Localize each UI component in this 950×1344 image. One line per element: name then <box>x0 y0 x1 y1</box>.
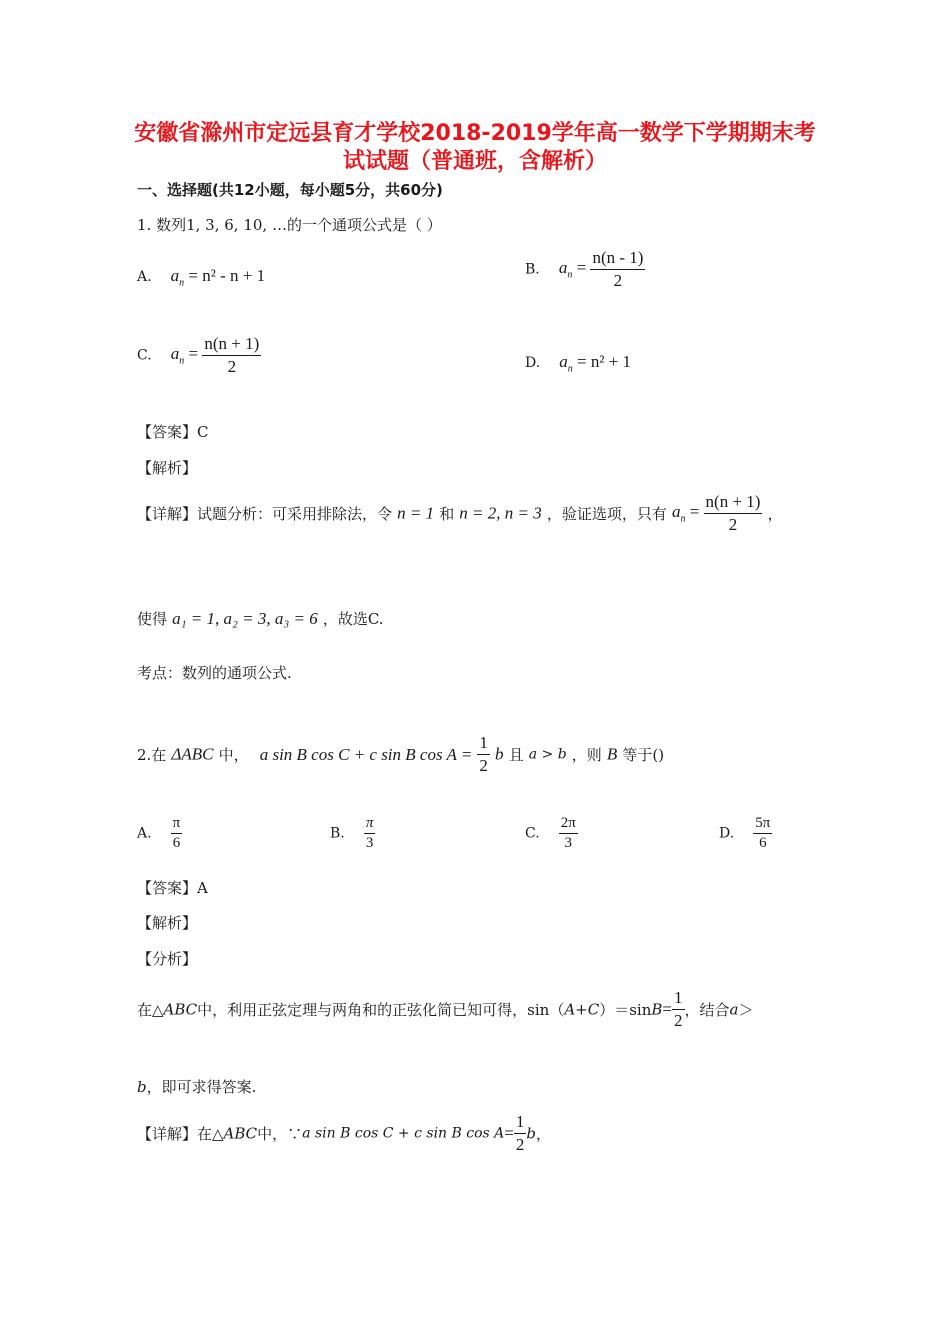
q2-option-d-fraction <box>753 815 772 852</box>
q2-option-a-label: A. <box>137 825 152 842</box>
q2-qie: 且 <box>508 746 524 764</box>
q1-detail-mid: ，验证选项，只有 <box>546 505 667 523</box>
q2-analysis: 【解析】 <box>137 914 198 932</box>
q1-make-end: ，故选C. <box>322 610 384 628</box>
q2-frac-den: 2 <box>479 756 488 775</box>
q1-option-d-rhs: n² + 1 <box>590 352 632 371</box>
q1-stem: 1. 数列1, 3, 6, 10, …的一个通项公式是（ ） <box>137 216 442 234</box>
q2-p1-b: 中，利用正弦定理与两角和的正弦化简已知可得，sin（ <box>197 1001 565 1019</box>
q1-option-b-den: 2 <box>613 271 623 290</box>
q1-detail-den: 2 <box>728 515 738 534</box>
q2-d-expr: a sin B cos C + c sin B cos A <box>302 1125 505 1142</box>
q2-option-d-num: 5π <box>753 815 772 834</box>
q1-option-a <box>137 266 265 288</box>
q1-analysis: 【解析】 <box>137 459 198 477</box>
q1-option-d <box>525 352 631 374</box>
q2-option-d-label: D. <box>719 825 735 842</box>
q2-detail <box>137 1112 551 1155</box>
q2-p1-B: B <box>651 1000 663 1019</box>
q2-p1-d: ，结合 <box>684 1001 730 1019</box>
q2-p1-eq: = <box>662 999 673 1019</box>
q1-option-d-label: D. <box>525 355 541 371</box>
q1-detail-prefix: 【详解】试题分析：可采用排除法，令 <box>137 505 393 523</box>
q2-d-den: 2 <box>515 1135 525 1154</box>
q1-option-b-fraction <box>590 248 645 291</box>
q2-d-num: 1 <box>514 1112 527 1134</box>
q2-ze: ，则 <box>571 746 602 764</box>
q1-detail-num: n(n + 1) <box>704 492 763 514</box>
q2-triangle: ΔABC <box>171 744 214 764</box>
q2-option-c-den: 3 <box>564 835 573 851</box>
q1-detail-and: 和 <box>439 505 455 523</box>
q2-equation: a sin B cos C + c sin B cos A = <box>259 744 473 764</box>
q2-p1-num: 1 <box>672 988 685 1010</box>
q2-stem <box>137 733 664 776</box>
q2-option-b-label: B. <box>330 825 345 842</box>
q2-option-a-fraction <box>171 815 183 852</box>
q1-option-b-num: n(n - 1) <box>590 248 645 270</box>
q2-p1-abc: ABC <box>163 1000 198 1019</box>
q2-option-a-num: π <box>171 815 183 834</box>
q1-make-math: a₁ = 1, a₂ = 3, a₃ = 6 <box>172 609 318 628</box>
q2-prefix: 2.在 <box>137 746 167 764</box>
q1-answer: 【答案】C <box>137 423 209 441</box>
q2-p1-gt: ＞ <box>738 1001 754 1019</box>
q2-answer: 【答案】A <box>137 879 208 897</box>
q2-fenxi: 【分析】 <box>137 950 198 968</box>
q1-detail-an: $a_n$ = <box>671 502 704 525</box>
q2-frac-num: 1 <box>477 733 490 755</box>
q1-detail-n1: n = 1 <box>397 503 435 523</box>
q2-option-b-den: 3 <box>365 835 374 851</box>
q1-make-prefix: 使得 <box>137 610 168 628</box>
q2-option-a <box>137 815 182 852</box>
q1-option-b-label: B. <box>525 261 540 278</box>
q1-option-c-fraction <box>202 334 261 377</box>
q2-d-eq: = <box>504 1123 514 1143</box>
q1-option-b <box>525 248 645 291</box>
q1-option-b-math: $a_n$ = <box>558 258 591 281</box>
q2-option-b-fraction <box>364 815 376 852</box>
title-line-1: 安徽省滁州市定远县育才学校2018-2019学年高一数学下学期期末考 <box>134 121 816 146</box>
document-title <box>110 120 840 176</box>
q1-kaodian: 考点：数列的通项公式. <box>137 664 292 682</box>
q1-option-a-math: $a_n = n^2 - n + 1$ <box>170 266 266 289</box>
q1-detail-comma: ， <box>767 505 783 523</box>
title-line-2: 试试题（普通班，含解析） <box>342 149 607 174</box>
q2-option-c <box>525 815 578 852</box>
q2-fenxi-paragraph <box>137 988 754 1031</box>
q1-option-d-math: $a_n = n^2 + 1$ <box>559 352 632 375</box>
q1-make <box>137 608 384 629</box>
q2-option-c-fraction <box>559 815 578 852</box>
q1-option-c <box>137 334 261 377</box>
q2-option-b-num: π <box>364 815 376 834</box>
q2-p1-den: 2 <box>674 1011 683 1030</box>
q2-d-fraction <box>514 1112 527 1155</box>
q2-cond: a > b <box>528 746 567 763</box>
q2-d-end: ， <box>535 1125 551 1143</box>
q1-option-c-den: 2 <box>227 357 237 376</box>
q2-p1-fraction <box>672 988 685 1031</box>
q1-option-a-label: A. <box>137 269 152 285</box>
q2-p2-b: b <box>137 1078 147 1096</box>
q2-d-mid: 中，∵ <box>257 1125 303 1143</box>
q2-eq-b: b <box>495 744 504 764</box>
q2-option-b <box>330 815 375 852</box>
q2-d-abc: ABC <box>223 1124 258 1143</box>
q2-d-prefix: 【详解】在△ <box>137 1125 224 1143</box>
q1-option-c-math: $a_n$ = <box>170 344 203 367</box>
q2-p1-a: 在△ <box>137 1001 164 1019</box>
q2-p2-rest: ，即可求得答案. <box>146 1078 257 1096</box>
q1-option-a-rhs: n² - n + 1 <box>202 266 266 285</box>
q2-fraction <box>477 733 490 776</box>
q2-zhong: 中， <box>218 746 249 764</box>
q2-p1-ac: A+C <box>564 1000 600 1019</box>
q2-option-d <box>719 815 772 852</box>
q1-detail-fraction <box>704 492 763 535</box>
q1-detail-n23: n = 2, n = 3 <box>459 503 542 523</box>
q2-option-c-num: 2π <box>559 815 578 834</box>
q1-option-c-num: n(n + 1) <box>202 334 261 356</box>
q2-p1-a2: a <box>729 1000 739 1019</box>
q2-d-b: b <box>526 1124 536 1143</box>
q2-option-a-den: 6 <box>172 835 181 851</box>
q2-dengyu: 等于() <box>622 746 665 764</box>
q2-B: B <box>606 744 618 764</box>
section-heading: 一、选择题(共12小题，每小题5分，共60分) <box>137 181 443 199</box>
q1-option-c-label: C. <box>137 347 152 364</box>
q2-option-c-label: C. <box>525 825 540 842</box>
q1-detail <box>137 492 783 535</box>
q2-p1-c: ）＝sin <box>599 1001 652 1019</box>
q2-option-d-den: 6 <box>759 835 767 851</box>
q2-fenxi-line2 <box>137 1076 256 1097</box>
